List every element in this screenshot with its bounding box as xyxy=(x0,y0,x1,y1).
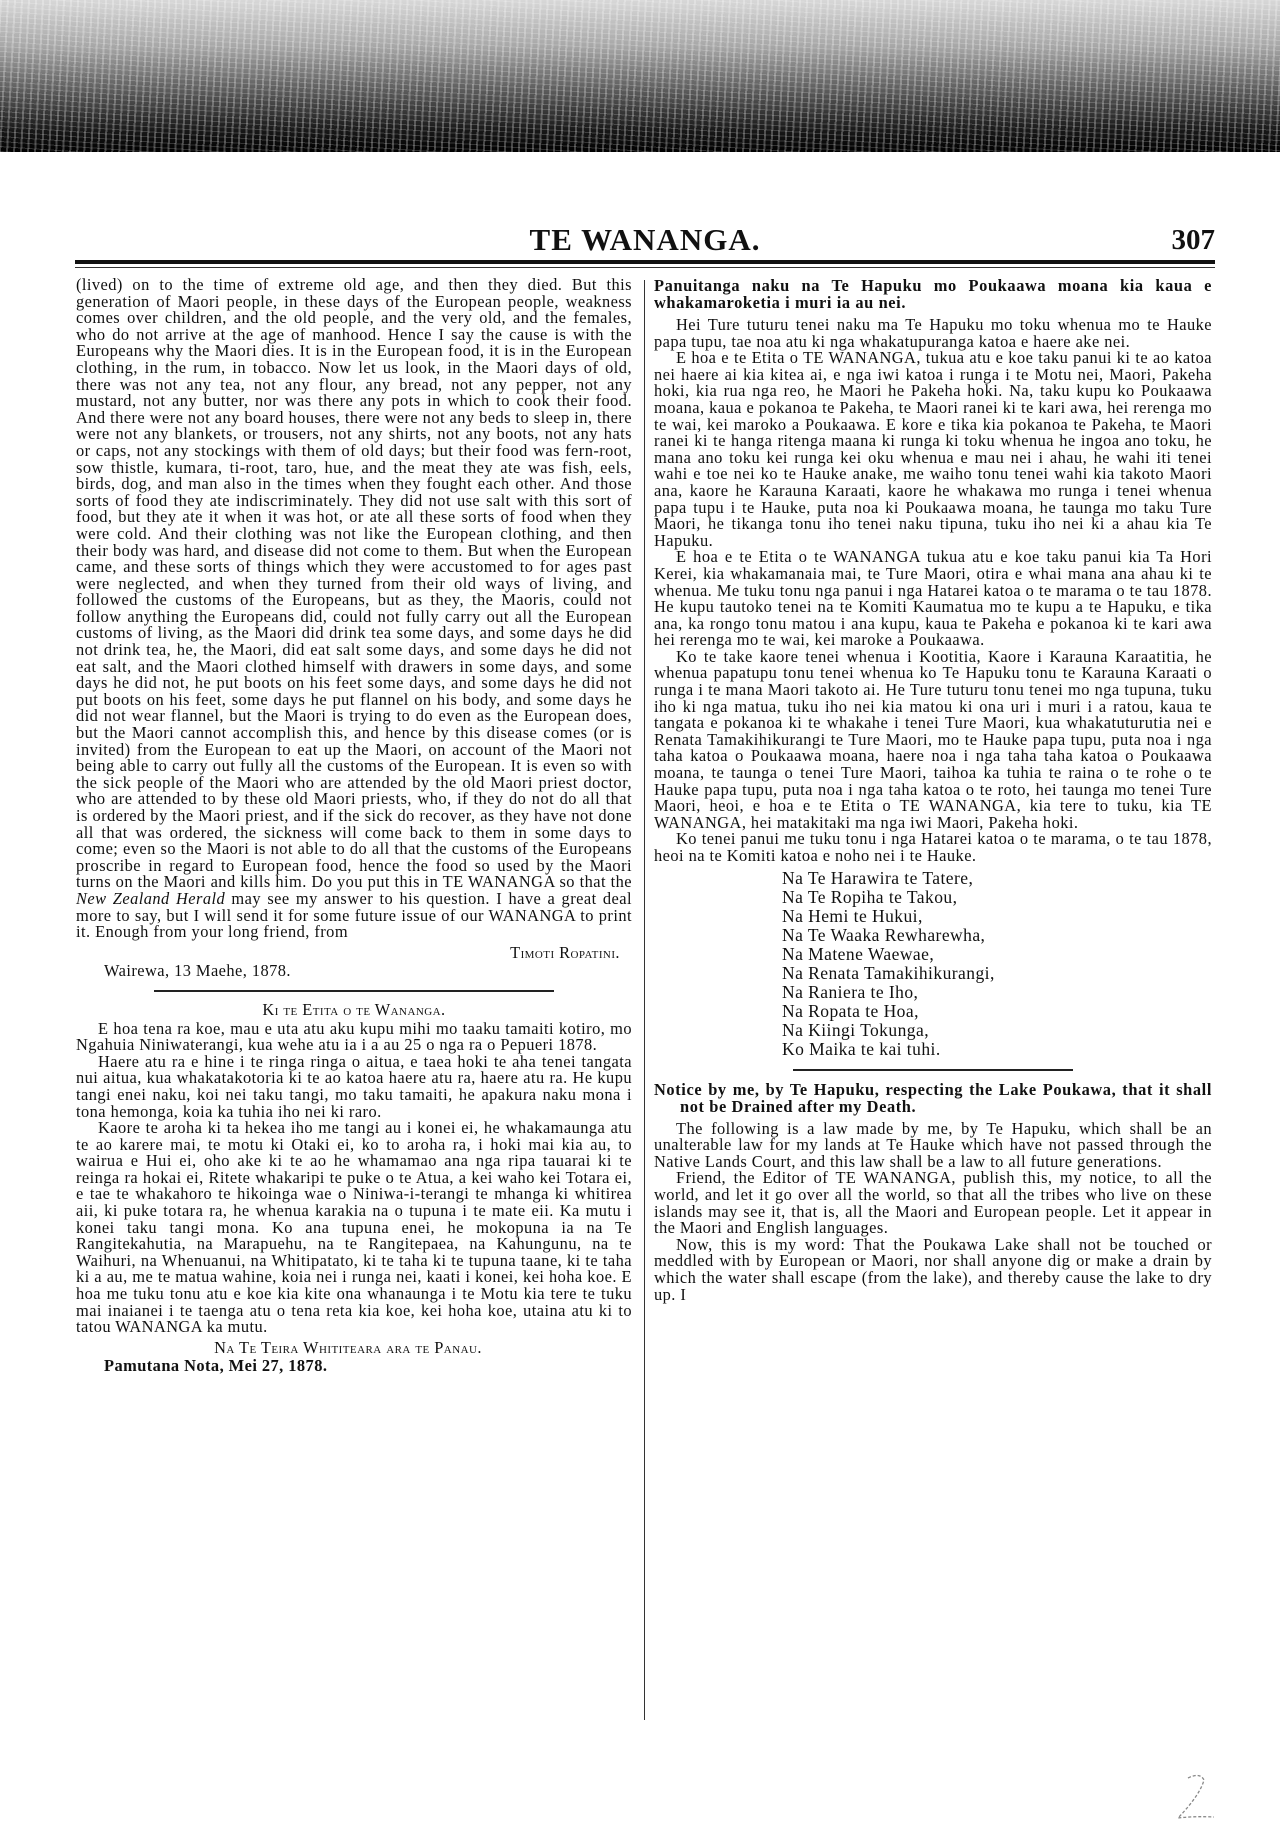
letter-text-end: may see my answer to his question. I have a great deal more to say, but I will send it for some future issue of our WANANGA to print it. Enough from your long friend, from xyxy=(76,888,632,942)
signatory: Na Matene Waewae, xyxy=(782,943,935,964)
lament-dateline: Pamutana Nota, Mei 27, 1878. xyxy=(104,1356,328,1376)
page-header xyxy=(75,222,1215,262)
left-column xyxy=(76,277,632,1375)
scan-noise-band xyxy=(0,0,1280,152)
signatory: Na Te Harawira te Tatere, xyxy=(782,867,974,888)
signatory: Na Te Ropiha te Takou, xyxy=(782,886,958,907)
paragraph: E hoa e te Etita o te WANANGA tukua atu e koe taku panui kia Ta Hori Kerei, kia whakamanaia mai, te Ture Maori, otira e whai mana ana ahau ki te whenua. Me tuku tonu nga panui i nga Hatarei katoa o te marama o te tau 1878. He kupu tautoko tenei na te Komiti Kaumatua mo te kupu a te Hapuku, e tika ana, ka rongo tonu matou i ana kupu, kaua te Pakeha e pokanoa ki te kari awa hei rerenga mo te wai, kei maroke a Poukaawa. xyxy=(654,547,1212,650)
signatory: Na Ropata te Hoa, xyxy=(782,1000,919,1021)
paragraph: Haere atu ra e hine i te ringa ringa o aitua, e taea hoki te aha tenei tangata nui aitua, kua whakatakotoria ki te ao katoa haere atu ra, haere atu ra. He kupu tangi enei naku, koi nei taku tangi, mo taku tamaiti, he apakura naku mona i tona hemonga, koia ka tuhia iho nei ki raro. xyxy=(76,1051,632,1121)
letter-body xyxy=(76,277,632,941)
signatory: Na Te Waaka Rewharewha, xyxy=(782,924,986,945)
page-number: 307 xyxy=(1171,224,1215,256)
letter-dateline: Wairewa, 13 Maehe, 1878. xyxy=(104,961,291,981)
newspaper-title: New Zealand Herald xyxy=(76,888,226,908)
header-rule-thin xyxy=(75,267,1215,268)
letter-signature: Timoti Ropatini. xyxy=(510,942,620,962)
paragraph: The following is a law made by me, by Te Hapuku, which shall be an unalterable law for my lands at Te Hauke which have not passed through the Native Lands Court, and this law shall be a law to all future generations. xyxy=(654,1118,1212,1171)
header-rule xyxy=(75,260,1215,264)
paragraph: E hoa tena ra koe, mau e uta atu aku kupu mihi mo taaku tamaiti kotiro, mo Ngahuia Niniwaterangi, kua wehe atu ia i a au 25 o nga ra o Pepueri 1878. xyxy=(76,1018,632,1055)
letter-text: (lived) on to the time of extreme old age, and then they died. But this generation of Maori people, in these days of the European people, weakness comes over children, and the old people, and the very old, and the females, who do not arrive at the age of manhood. Hence I say the cause is with the Europeans why the Maori dies. It is in the European food, it is in the European clothing, in the rum, in tobacco. Now let us look, in the Maori days of old, there was not any tea, not any flour, any bread, not any pepper, not any mustard, not any butter, nor was there any pots in which to cook their food. And there were not any board houses, there were not any beds to sleep in, there were not any blankets, or trousers, not any shirts, not any boots, not any hats or caps, not any stockings with them of old days; but their food was fern-root, sow thistle, kumara, ti-root, taro, hue, and the meat they ate was fish, eels, birds, dog, and man also in the times when they fought each other. And those sorts of food they ate indiscriminately. They did not use salt with this sort of food, but they ate it when it was hot, or ate all these sorts of food when they were cold. And their clothing was not like the European clothing, and then their body was hard, and disease did not come to them. But when the European came, and these sorts of things which they were accustomed to for ages past were neglected, and when they turned from their old ways of living, and followed the customs of the Europeans, but as they, the Maoris, could not follow anything the Europeans did, could not fully carry out all the European customs of living, as the Maori did drink tea some days, and some days he did not drink tea, he, the Maori, did eat salt some days, and some days he did not eat salt, and the Maori clothed himself with drawers in some days, and some days he did not, he put boots on his feet some days, and some days he did not put boots on his feet, some days he put flannel on his body, and some days he did not wear flannel, but the Maori is trying to do even as the European does, but the Maori cannot accomplish this, and hence by this disease comes (or is invited) from the European to eat up the Maori, on account of the Maori not being able to carry out fully all the customs of the European. It is even so with the sick people of the Maori who are attended by the old Maori priest doctor, who are attended to by these old Maori priests, who, if they do not do all that is ordered by the Maori priest, and if the sick do recover, as they have not done all that was ordered, the sickness will come back to them in some days to come; even so the Maori is not able to do all that the customs of the Europeans proscribe in regard to European food, hence the food so used by the Maori turns on the Maori and kills him. Do you put this in TE WANANGA so that the xyxy=(76,275,632,892)
column-divider xyxy=(644,280,645,1720)
maori-notice-heading: Panuitanga naku na Te Hapuku mo Poukaawa moana kia kaua e whakamaroketia i muri ia au nei. xyxy=(654,276,1212,312)
signatory-list xyxy=(654,869,1212,1059)
signatory: Ko Maika te kai tuhi. xyxy=(782,1038,941,1059)
paragraph: Hei Ture tuturu tenei naku ma Te Hapuku mo toku whenua mo te Hauke papa tupu, tae noa atu ki nga whakatupuranga katoa e haere ake nei. xyxy=(654,315,1212,351)
masthead-title: TE WANANGA. xyxy=(529,222,761,257)
paragraph: Kaore te aroha ki ta hekea iho me tangi au i konei ei, he whakamaunga atu te ao karere mai, te motu ki Otaki ei, ko to aroha ra, i hoki mai kia au, to wairua e Hui ei, oho ake ki te ao he whamamao ana nga ripa tauarai ki te reinga ra hokai ei, Ritete whakaripi te puke o te Atua, a kei waho kei Totara ei, e tae te whakahoro te hikoinga wae o Niniwa-i-terangi te mhanga ki whitirea aii, ki puke totara ra, he whenua karakia na o tupuna i te mate eii. Ka mutu i konei taku tangi mona. Ko ana tupuna enei, he mokopuna ia na Te Rangitekahutia, na Marapuehu, na te Rangitepaea, na Kahungunu, na te Waihuri, na Whenuanui, na Whitipatato, ki te taha ki te tupuna taane, ki te taha ki a au, me te matua wahine, koia nei i runga nei, kaati i konei, kei hoha koe. E hoa me tuku tonu atu e koe kia kite ona whanaunga i te Motu kia tere te tuku mai inaianei i te taenga atu o tena reta kia koe, kei hoha koe, utaina atu ki to tatou WANANGA ka mutu. xyxy=(76,1118,632,1337)
section-heading: Ki te Etita o te Wananga. xyxy=(262,999,446,1019)
signatory: Na Kiingi Tokunga, xyxy=(782,1019,930,1040)
signatory: Na Renata Tamakihikurangi, xyxy=(782,962,995,983)
lament-signature: Na Te Teira Whititeara ara te Panau. xyxy=(214,1337,482,1357)
paragraph: Now, this is my word: That the Poukawa Lake shall not be touched or meddled with by European or Maori, nor shall anyone dig or make a drain by which the water shall escape (from the lake), and thereby cause the lake to dry up. I xyxy=(654,1234,1212,1304)
signatory: Na Raniera te Iho, xyxy=(782,981,919,1002)
section-divider xyxy=(793,1069,1073,1071)
section-divider xyxy=(154,990,554,992)
paragraph: Friend, the Editor of TE WANANGA, publish this, my notice, to all the world, and let it go over all the world, so that all the tribes who live on these islands may see it, that is, all the Maori and European people. Let it appear in the Maori and English languages. xyxy=(654,1168,1212,1238)
signatory: Na Hemi te Hukui, xyxy=(782,905,923,926)
paragraph: E hoa e te Etita o TE WANANGA, tukua atu e koe taku panui ki te ao katoa nei haere ai kia kitea ai, e nga iwi katoa i runga i te Motu nei, Maori, Pakeha hoki, kia rua nga reo, he Maori he Pakeha hoki. Na, taku kupu ko Poukaawa moana, kaua e pokanoa te Pakeha, te Maori ranei ki te kari awa, hei rerenga mo te wai, kei maroko a Poukaawa. E kore e tika kia pokanoa te Pakeha, te Maori ranei ki te hanga ritenga maana ki runga ki toku whenua he ingoa ano toku, he mana ano toku kei runga kei oku whenua e mau nei i ahau, he wahi iti tenei wahi e toe nei ko te Hauke anake, me waiho tonu tenei wahi kia takoto Maori ana, kaore he Karauna Karaati, kaore he whakawa mo runga i tenei whenua papa tupu i te Hauke, puta noa ki Poukaawa moana, he taunga mo taku Ture Maori, he tikanga tonu iho tenei naku tipuna, tuku iho nei ki a ahau kia Te Hapuku. xyxy=(654,348,1212,550)
english-notice-heading: Notice by me, by Te Hapuku, respecting the Lake Poukawa, that it shall not be Drained after my Death. xyxy=(654,1079,1212,1116)
right-column xyxy=(654,277,1212,1303)
paragraph: Ko te take kaore tenei whenua i Kootitia, Kaore i Karauna Karaatitia, he whenua papatupu tonu tenei whenua ko Te Hapuku tonu te Karauna Karaati o runga i te mana Maori takoto ai. He Ture tuturu tonu tenei mo nga tupuna, tuku iho ki nga matua, tuku iho nei kia matou ki ona uri i muri i a ratou, kaua te tangata e pokanoa ki te whakahe i tenei Ture Maori, kua whakatuturutia nei e Renata Tamakihikurangi te Ture Maori, mo te Hauke papa tupu, puta noa i nga taha katoa o Poukaawa moana, haere noa i nga taha taha katoa o Poukaawa moana, te taunga o tenei Ture Maori, taihoa ka tuhia te raina o te rohe o te Hauke papa tupu, puta noa i nga taha katoa o te roto, hei taunga mo tenei Ture Maori, heoi, e hoa e te Etita o TE WANANGA, kia tere to tuku, kia TE WANANGA, hei matakitaki ma nga iwi Maori, Pakeha hoki. xyxy=(654,646,1212,832)
paragraph: Ko tenei panui me tuku tonu i nga Hatarei katoa o te marama, o te tau 1878, heoi na te Komiti katoa e noho nei i te Hauke. xyxy=(654,829,1212,865)
handwritten-mark-icon xyxy=(1170,1770,1220,1830)
